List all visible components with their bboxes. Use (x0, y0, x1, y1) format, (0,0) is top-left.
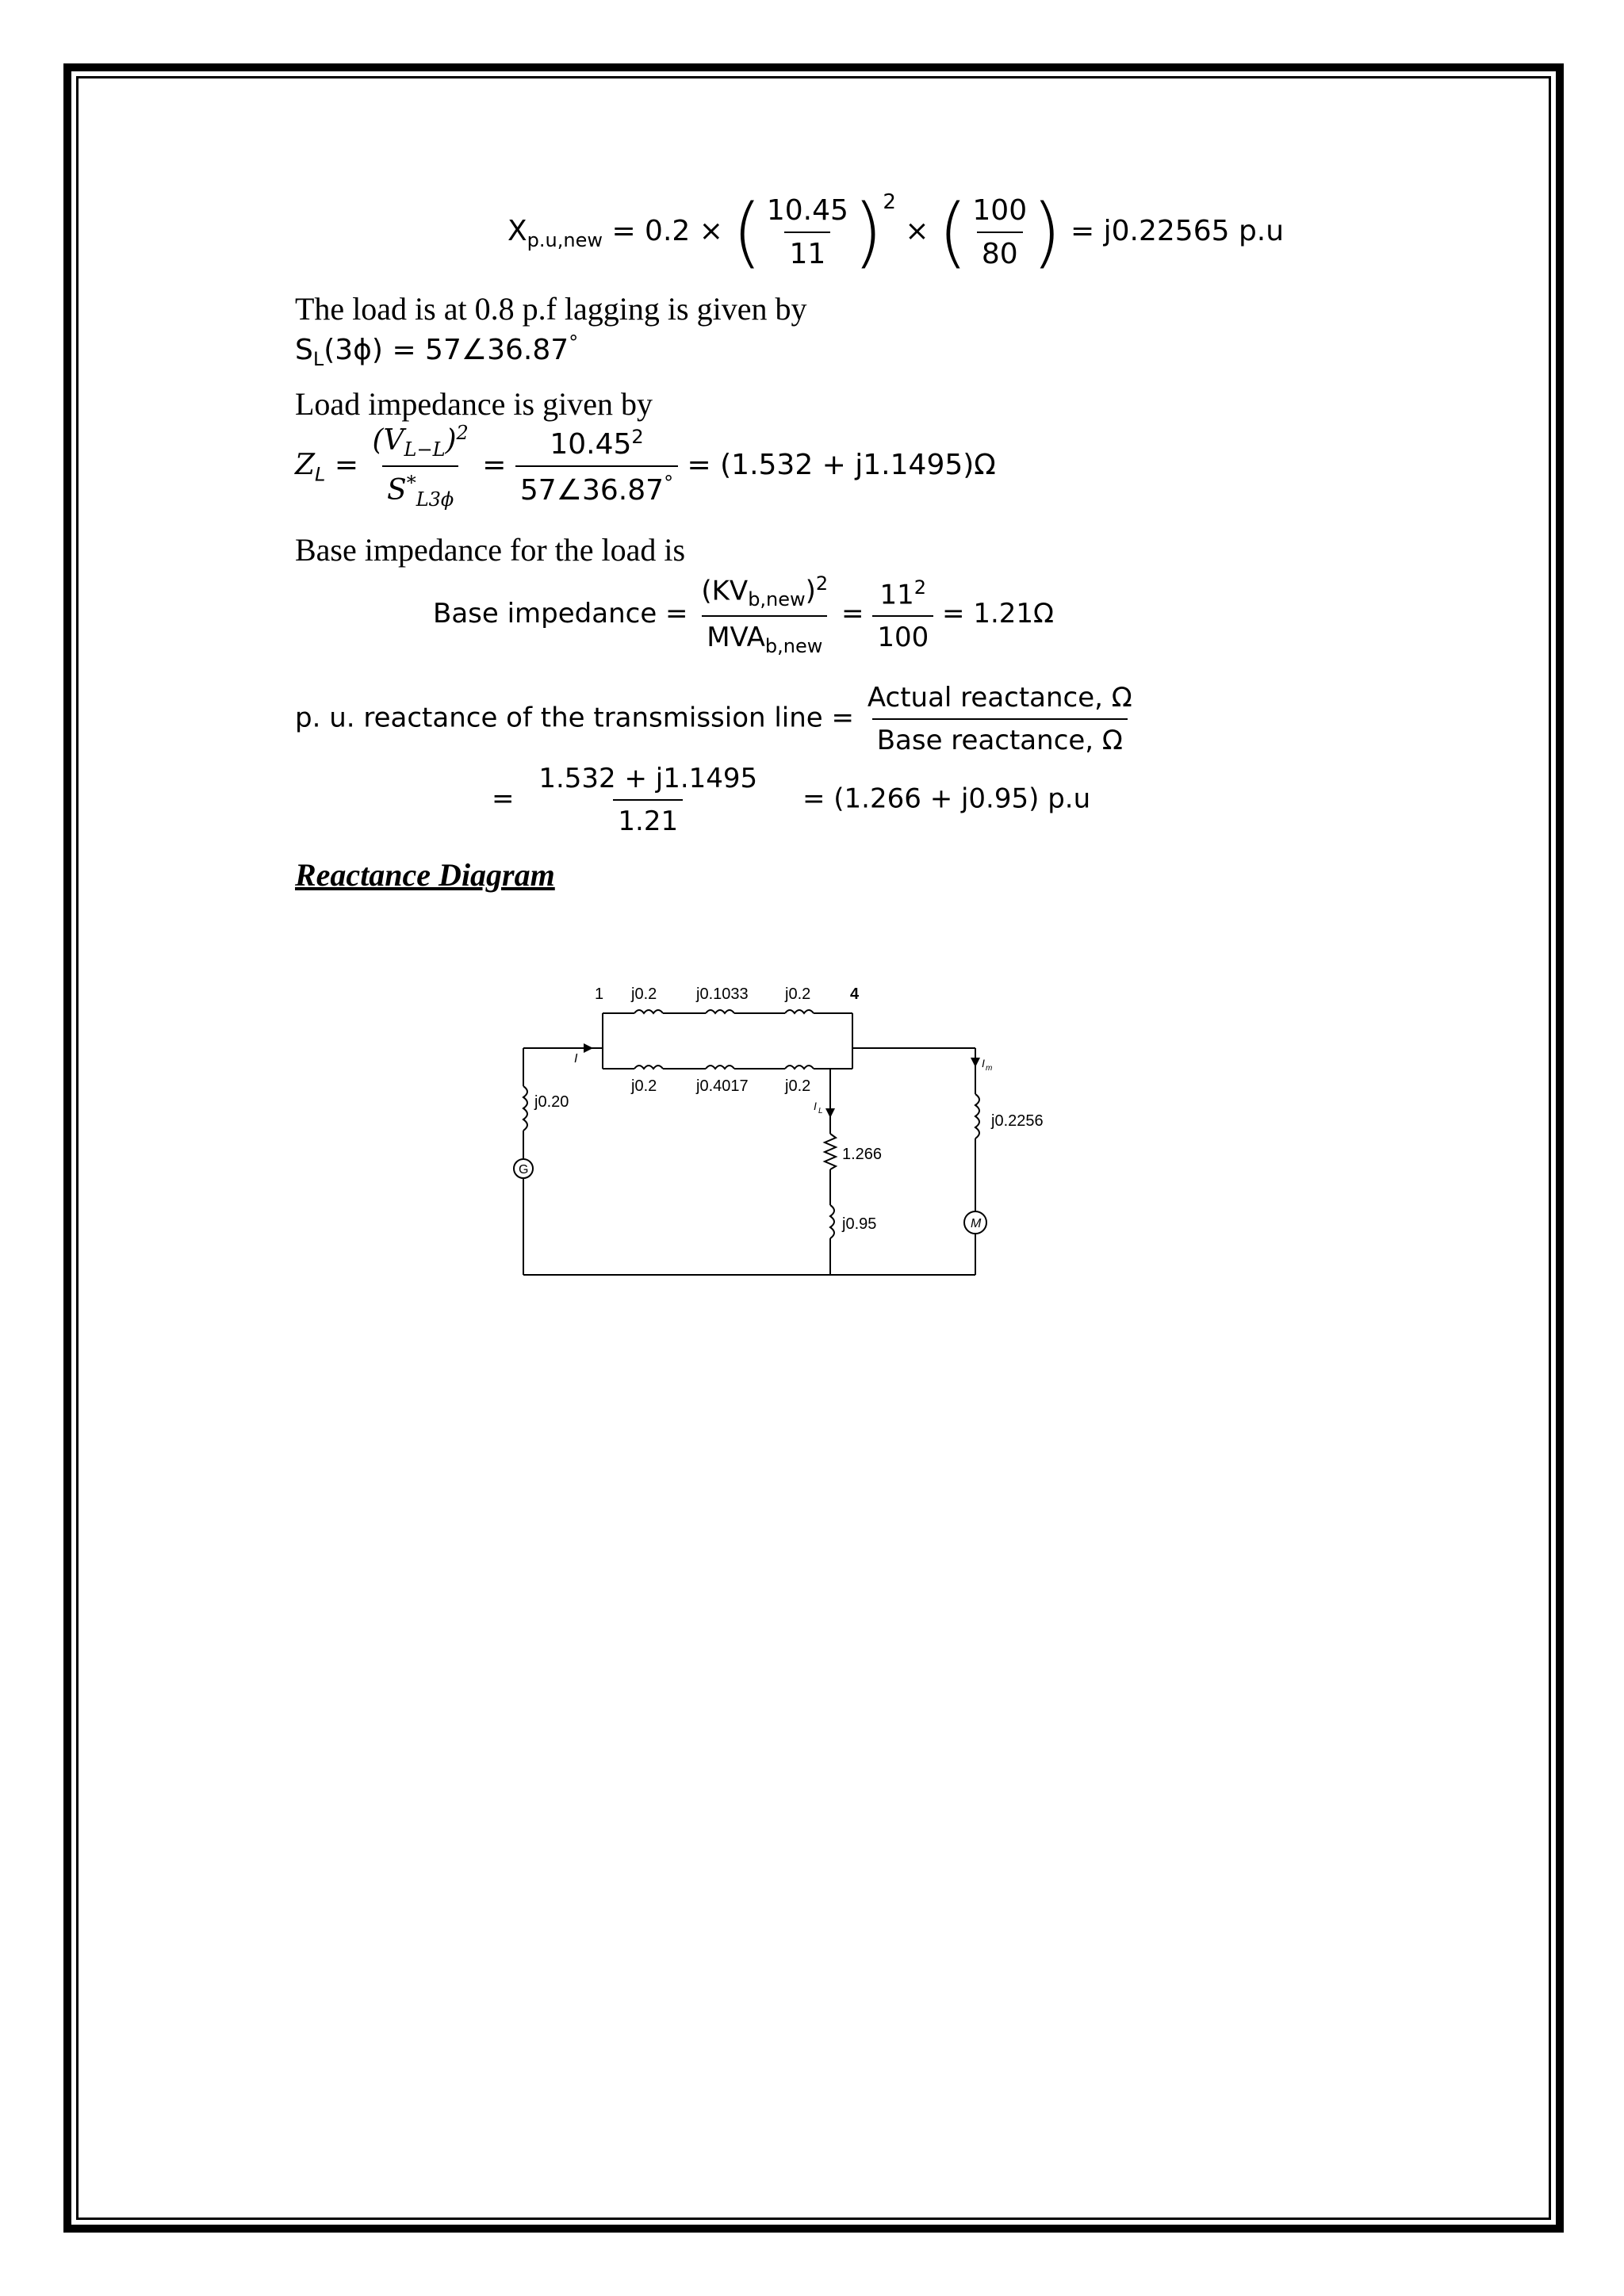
zl-f1-num-v: (V (372, 424, 404, 457)
zl-result: = (1.532 + j1.1495)Ω (687, 449, 996, 482)
pu-result-num: 1.532 + j1.1495 (538, 763, 758, 794)
base-f1-den (702, 615, 827, 657)
equation-base-impedance (433, 572, 1054, 657)
load-current-sub: L (818, 1107, 823, 1115)
zl-f1-den-sup: * (406, 472, 416, 495)
base-fraction-1 (696, 572, 833, 657)
zl-f1-num-exp: 2 (456, 422, 469, 444)
zl-f1-num-end: ) (445, 424, 457, 457)
bottom-coil-3-label: j0.2 (785, 1077, 811, 1095)
pu-result-value: = (1.266 + j0.95) p.u (802, 783, 1091, 815)
equation-xpu-new (508, 188, 1285, 277)
bottom-coil-3 (785, 1066, 814, 1069)
zl-eq2: = (482, 449, 507, 482)
sl-lhs-sub: L (312, 348, 324, 371)
zl-f1-num (367, 422, 473, 465)
zl-fraction-2 (515, 426, 678, 507)
zl-f2-den (515, 465, 678, 507)
reactance-diagram (476, 975, 1078, 1284)
gen-reactance-label: j0.20 (534, 1093, 569, 1111)
zl-f2-den-deg: ° (664, 472, 674, 495)
xpu-fraction-2 (967, 194, 1032, 270)
zl-f2-num-v: 10.45 (550, 428, 632, 461)
motor-current-arrow (971, 1058, 980, 1067)
load-current-arrow (825, 1108, 835, 1118)
base-f1-den-sub: b,new (764, 634, 823, 657)
zl-f1-den-v: S (387, 474, 407, 507)
pu-result-fraction (534, 763, 762, 837)
sl-deg: ° (569, 331, 579, 354)
pu-line-num: Actual reactance, Ω (867, 682, 1132, 714)
current-arrow (584, 1043, 593, 1053)
reactance-diagram-heading: Reactance Diagram (295, 857, 555, 893)
pu-result-eq: = (492, 783, 515, 815)
base-f2-num-exp: 2 (914, 576, 927, 599)
xpu-const: = 0.2 × (611, 215, 723, 247)
base-lhs: Base impedance = (433, 597, 688, 629)
xpu-f2-den: 80 (977, 232, 1023, 270)
bottom-coil-1-label: j0.2 (631, 1077, 657, 1095)
equation-pu-result (492, 763, 1090, 837)
sl-arg: (3ϕ) (324, 334, 383, 366)
zl-f2-num-exp: 2 (631, 426, 644, 449)
bottom-coil-2-label: j0.4017 (696, 1077, 749, 1095)
base-f1-den-v: MVA (707, 622, 765, 654)
base-f1-num-v: KV (711, 575, 749, 607)
base-eq: = (841, 597, 864, 629)
xpu-times: × (905, 215, 929, 247)
xpu-lhs-sub: p.u,new (527, 229, 603, 252)
base-f1-num-exp: 2 (815, 572, 829, 595)
top-coil-1 (634, 1010, 663, 1013)
pu-line-fraction (863, 682, 1137, 756)
load-impedance-text: Load impedance is given by (295, 386, 653, 422)
motor-reactance-coil (975, 1094, 979, 1138)
pu-line-lhs: p. u. reactance of the transmission line = (295, 702, 855, 734)
paren-close-2: ) (1032, 188, 1062, 277)
generator-label: G (519, 1163, 529, 1177)
base-f1-num-sub: b,new (748, 588, 806, 611)
xpu-lhs: X (508, 215, 527, 247)
motor-label: M (971, 1217, 982, 1230)
zl-fraction-1 (367, 422, 473, 511)
zl-f1-den-sub: L3ϕ (416, 488, 454, 511)
node-4-label: 4 (850, 985, 860, 1003)
zl-f2-num (545, 426, 648, 465)
top-coil-3 (785, 1010, 814, 1013)
equation-zl (295, 422, 996, 511)
motor-current-sub: m (986, 1064, 993, 1073)
gen-reactance-coil (523, 1086, 527, 1131)
paren-close: ) (852, 188, 883, 277)
top-coil-2 (706, 1010, 734, 1013)
base-f2-num-v: 11 (879, 579, 914, 611)
bottom-coil-1 (634, 1066, 663, 1069)
zl-lhs: Z (295, 449, 316, 482)
zl-lhs-sub: L (315, 463, 326, 486)
node-1-label: 1 (595, 985, 604, 1003)
base-f2-den: 100 (872, 615, 933, 653)
zl-f2-den-v: 57∠36.87 (519, 474, 665, 507)
pu-line-den: Base reactance, Ω (872, 718, 1128, 756)
base-f2-num (875, 576, 932, 615)
xpu-f1-den: 11 (784, 232, 830, 270)
top-coil-3-label: j0.2 (785, 985, 811, 1003)
motor-reactance-label: j0.2256 (991, 1112, 1044, 1130)
load-resistance-label: 1.266 (842, 1146, 883, 1163)
paren-open: ( (732, 188, 762, 277)
zl-eq1: = (334, 449, 359, 482)
base-f1-num: $(KV_{b,new})^2$ (701, 572, 829, 611)
load-resistor (825, 1134, 836, 1169)
xpu-fraction-1 (762, 194, 853, 270)
xpu-f1-exp: 2 (883, 190, 896, 214)
sl-lhs: S (295, 334, 313, 366)
load-pf-text: The load is at 0.8 p.f lagging is given by (295, 291, 807, 327)
load-reactance-label: j0.95 (842, 1215, 877, 1233)
sl-rhs: = 57∠36.87 (392, 334, 569, 366)
zl-f1-num-sub: L−L (404, 438, 446, 461)
load-current-label: I (814, 1100, 817, 1112)
equation-pu-line (295, 682, 1137, 756)
top-coil-1-label: j0.2 (631, 985, 657, 1003)
base-fraction-2 (872, 576, 933, 653)
equation-sl (295, 331, 578, 370)
base-impedance-text: Base impedance for the load is (295, 532, 686, 568)
zl-f1-den (382, 465, 458, 511)
base-result: = 1.21Ω (942, 597, 1055, 629)
top-coil-2-label: j0.1033 (696, 985, 749, 1003)
current-i-label: I (574, 1052, 578, 1066)
xpu-f2-num: 100 (972, 194, 1028, 227)
load-reactance-coil (830, 1205, 834, 1238)
paren-open-2: ( (937, 188, 968, 277)
xpu-result: = j0.22565 p.u (1071, 215, 1285, 247)
motor-current-label: I (982, 1057, 985, 1070)
xpu-f1-num: 10.45 (766, 194, 848, 227)
pu-result-den: 1.21 (613, 799, 683, 837)
bottom-coil-2 (706, 1066, 734, 1069)
